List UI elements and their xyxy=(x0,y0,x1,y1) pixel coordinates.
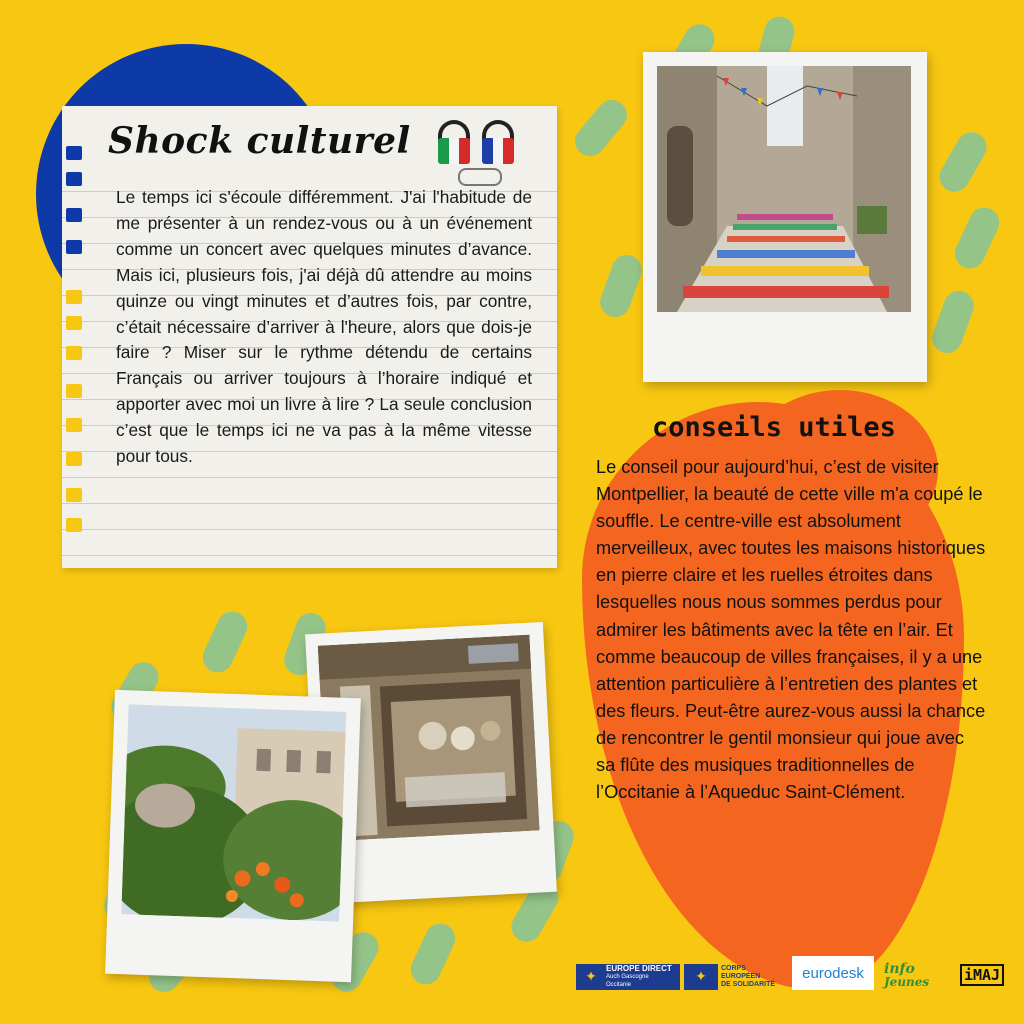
europe-direct-logo xyxy=(576,964,680,990)
paper-tab xyxy=(66,452,82,466)
photo-colorful-stairs xyxy=(657,66,911,312)
conseils-utiles-title: conseils utiles xyxy=(652,412,896,443)
photo-garden xyxy=(121,704,346,921)
eurodesk-label: eurodesk xyxy=(802,964,864,982)
paper-tab xyxy=(66,316,82,330)
corps-europeen-logo xyxy=(684,964,784,990)
info-label: info xyxy=(884,961,915,977)
decor-pill xyxy=(198,607,252,678)
imaj-label: iMAJ xyxy=(960,964,1004,986)
paper-tab xyxy=(66,418,82,432)
europe-direct-sub: Auch Gascogne xyxy=(606,974,649,980)
paper-tab xyxy=(66,518,82,532)
corps-label-3: DE SOLIDARITÉ xyxy=(721,981,776,988)
imaj-logo xyxy=(958,962,1006,988)
decor-pill xyxy=(406,919,460,990)
paper-tab xyxy=(66,172,82,186)
eu-flag-icon: ✦ xyxy=(684,964,718,990)
europe-direct-label: EUROPE DIRECT xyxy=(606,964,672,973)
paper-tab xyxy=(66,488,82,502)
eu-flag-icon: ✦ xyxy=(576,964,606,990)
shock-culturel-text: Le temps ici s'écoule différemment. J'ai l'habitude de me présenter à un rendez-vous ou à un événement comme un concert avec quelques minutes d’avance. Mais ici, plusieurs fois, j'ai déjà dû attendre au moins quinze ou vingt minutes et d’autres fois, par contre, c’était nécessaire d’arriver à l'heure, alors que dois-je faire ? Miser sur le rythme détendu de certains Français ou arriver toujours à l’horaire indiqué et apporter avec moi un livre à lire ? La seule conclusion c’est que le temps ici ne va pas à la même vitesse pour tous. xyxy=(116,187,532,467)
paper-tab xyxy=(66,346,82,360)
decor-pill xyxy=(928,287,978,357)
paperclip-icon xyxy=(458,168,502,186)
corps-label-2: EUROPÉEN xyxy=(721,973,761,980)
info-jeunes-logo xyxy=(884,958,952,992)
paper-tab xyxy=(66,240,82,254)
paper-tab xyxy=(66,146,82,160)
italy-flag-icon xyxy=(438,138,470,164)
polaroid-stairs xyxy=(643,52,927,382)
decor-pill xyxy=(596,251,646,321)
decor-pill xyxy=(950,203,1004,274)
paper-tab xyxy=(66,208,82,222)
shock-culturel-title: Shock culturel xyxy=(108,120,411,162)
europe-direct-sub2: Occitanie xyxy=(606,982,632,988)
jeunes-label: Jeunes xyxy=(884,975,930,989)
polaroid-garden xyxy=(105,690,361,982)
paper-tab xyxy=(66,384,82,398)
decor-pill xyxy=(934,127,992,197)
decor-pill xyxy=(569,94,633,162)
france-flag-icon xyxy=(482,138,514,164)
paper-tab xyxy=(66,290,82,304)
conseils-utiles-text: Le conseil pour aujourd’hui, c’est de visiter Montpellier, la beauté de cette ville m'a coupé le souffle. Le centre-ville est absolument merveilleux, avec toutes les maisons historiques en pierre claire et les ruelles étroites dans lesquelles nous nous sommes perdus pour admirer les bâtiments avec la tête en l’air. Et comme beaucoup de villes françaises, il y a une attention particulière à l’entretien des plantes et des fleurs. Peut-être aurez-vous aussi la chance de rencontrer le gentil monsieur qui joue avec sa flûte des musiques traditionnelles de l’Occitanie à l’Aqueduc Saint-Clément. xyxy=(596,457,986,803)
eurodesk-logo xyxy=(792,956,874,990)
corps-label: CORPS xyxy=(721,965,746,972)
